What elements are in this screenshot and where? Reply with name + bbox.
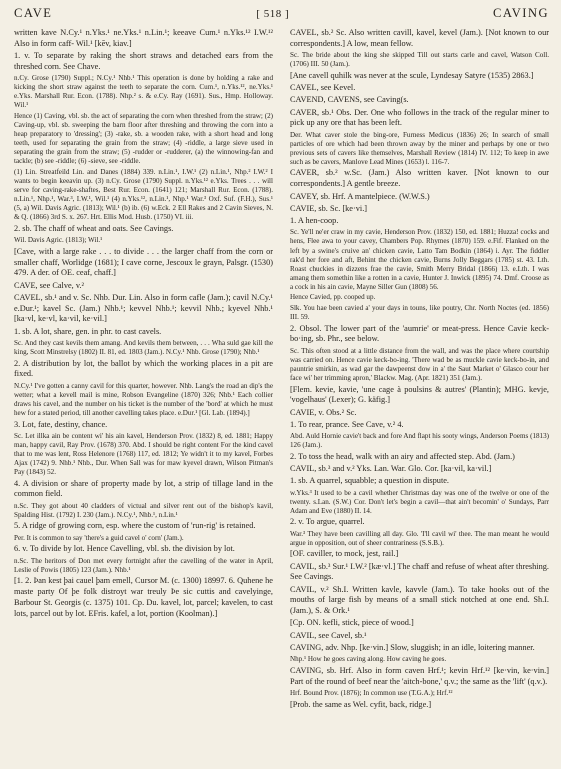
- entry-paragraph: CAVIL, see Cavel, sb.¹: [290, 630, 367, 640]
- entry-paragraph: w.Yks.³ It used to be a cavil whether Christmas day was one of the twelve or one of the twenty. s.Lan. (S.W.) Cor. Don't let's begin a cavil—that ain't becomin' o' Sundays, Parr Adam and Eve (1880) II. 14.: [290, 488, 549, 515]
- entry-paragraph: Sc. Let illka ain be content wi' his ain kavel, Henderson Prov. (1832) 8, ed. 1881; Happy man, happy cavil, Ray Prov. (1678) 370. Abd. I should be right content For the kind cavel that to me was lent, Ross Helenore (1768) 117, ed. 1812; Ye widn't it to my kavel, Forbes Ajax (1742) 9. Nhb.¹ Nhb., Dur. When Sall was for maw kyevel drawn, Wilson Pitman's Pay (1843) 52.: [14, 431, 273, 477]
- entry-paragraph: N.Cy.¹ I've gotten a canny cavil for this quarter, however. Nhb. Lang's the road an dip's the wetter; what a kevell mail is mine, Robson Evangeline (1870) 326; Nhb.¹ Each collier draws his cavel, and the number on his ticket is the number of the 'bord' at which he must hew for a stated period, till another cavelling takes place. e.Dur.¹ [Gl. Lab. (1894).]: [14, 381, 273, 417]
- entry-paragraph: CAVING, sb. Hrf. Also in form caven Hrf.¹; kevin Hrf.¹² [ke·vin, ke·vin.] Part of the round of beef near the 'aitch-bone,' q.v.; the same as the 'lift' (q.v.).: [290, 665, 549, 686]
- entry-paragraph: Sc. And they cast kevils them amang. And kevils them between, . . . Wha suld gae kill the king, Scott Minstrelsy (1802) II. 81, ed. 1803 (Jam.). N.Cy.¹ Nhb. Grose (1790); Nhb.¹: [14, 338, 273, 357]
- entry-paragraph: [Cp. ON. kefli, stick, piece of wood.]: [290, 618, 414, 628]
- entry-paragraph: Per. It is common to say 'there's a guid cavel o' corn' (Jam.).: [14, 533, 184, 542]
- entry-paragraph: CAVEL, sb.² Sc. Also written cavill, kavel, kevel (Jam.). [Not known to our correspondents.] A low, mean fellow.: [290, 28, 549, 48]
- entry-paragraph: Sc. This often stood at a little distance from the wall, and was the place where courtship was carried on. Hence cavie keck-bo-ing. 'There wad be as muckle cavie keck-bo-in, and pauntrie smirkin, as wad gar the dawpeenst dow in a' the Saut Market o' Glasco cour her face wi' her trimming apron,' Blackw. Mag. (Apr. 1821) 351 (Jam.).: [290, 346, 549, 382]
- entry-paragraph: 1. To rear, prance. See Cave, v.² 4.: [290, 419, 404, 429]
- entry-paragraph: CAVEND, CAVENS, see Caving(s.: [290, 95, 409, 105]
- entry-paragraph: CAVIL, sb.³ Sur.¹ I.W.² [kæ·vl.] The chaff and refuse of wheat after threshing. See Cavings.: [290, 561, 549, 582]
- columns: [14, 28, 549, 763]
- entry-paragraph: n.Sc. The heritors of Don met every fortnight after the cavelling of the water in April, Leslie of Powis (1805) 123 (Jam.). Nhb.¹: [14, 556, 273, 574]
- entry-paragraph: Hence Cavied, pp. cooped up.: [290, 293, 376, 302]
- entry-paragraph: CAVIE, v. Obs.² Sc.: [290, 407, 357, 417]
- entry-paragraph: [Cave, with a large rake . . . to divide . . . the larger chaff from the corn or smaller chaff, Worlidge (1681); I cave corne, Jescoux le grayn, Palsgr. (1530) 479. A der. of OE. ceaf, chaff.]: [14, 246, 273, 278]
- entry-paragraph: Abd. Auld Hornie cavie't back and fore And flapt his sooty wings, Anderson Poems (1813) 126 (Jam.).: [290, 432, 549, 450]
- entry-paragraph: Sc. Ye'll ne'er craw in my cavie, Henderson Prov. (1832) 150, ed. 1881; Huzza! cocks and hens, Flee awa to your cavey, Chambers Pop. Rhymes (1870) 159. e.Fif. Flanked on the left by a swine's cruive an' chicken cavie, Latto Tam Bodkin (1864) i. Ayr. The fiddler rak'd her fore and aft, Behint the chicken cavie, Burns Jolly Beggars (1785) st. 43. Lth. Roast chuckies in dizzens frae the cavie, Smith Merry Bridal (1866) 13. e.Lth. I was amang them somethin like a rotten in a cavie, Hunter J. Inwick (1895) 74. Dmf. Croose as a cock in his ain cavie, Mayne Siller Gun (1808) 56.: [290, 228, 549, 291]
- entry-paragraph: 1. sb. A quarrel, squabble; a question in dispute.: [290, 476, 450, 486]
- entry-paragraph: 1. sb. A lot, share, gen. in phr. to cast cavels.: [14, 326, 162, 336]
- entry-paragraph: CAVER, sb.¹ Obs. Der. One who follows in the track of the regular miner to pick up any ore that has been left.: [290, 107, 549, 128]
- entry-paragraph: n.Cy. Grose (1790) Suppl.; N.Cy.¹ Nhb.¹ This operation is done by holding a rake and kicking the short straw against the teeth to separate the corn. Cum.¹, n.Yks.¹², ne.Yks.¹ e.Yks. Marshall Rur. Econ. (1788). Nhp.² s. & e.Cy. Ray (1691). Sus., Hmp. Holloway. Wil.¹: [14, 74, 273, 110]
- entry-paragraph: 2. A distribution by lot, the ballot by which the working places in a pit are fixed.: [14, 358, 273, 379]
- entry-paragraph: n.Sc. They got about 40 cladders of victual and silver rent out of the bishop's kavil, Spalding Hist. (1792) I. 230 (Jam.). N.Cy.¹, Nhb.¹, n.Lin.¹: [14, 501, 273, 519]
- entry-paragraph: [Flem. kevie, kavie, 'une cage à poulsins & autres' (Plantin); MHG. kevje, 'vogelhaus' (Lexer); G. käfig.]: [290, 384, 549, 405]
- entry-paragraph: 2. v. To argue, quarrel.: [290, 517, 365, 527]
- entry-paragraph: 1. v. To separate by raking the short straws and detached ears from the threshed corn. See Chave.: [14, 51, 273, 71]
- entry-paragraph: CAVER, sb.² w.Sc. (Jam.) Also written kaver. [Not known to our correspondents.] A gentle breeze.: [290, 168, 549, 189]
- entry-paragraph: Sc. The bride about the king she skipped Till out starts carle and cavel, Watson Coll. (1706) III. 50 (Jam.).: [290, 51, 549, 69]
- entry-paragraph: CAVIL, sb.³ and v.² Yks. Lan. War. Glo. Cor. [ka·vil, ka·vil.]: [290, 464, 492, 474]
- entry-paragraph: Wil. Davis Agric. (1813); Wil.¹: [14, 236, 103, 245]
- entry-paragraph: CAVEL, see Kevel.: [290, 83, 356, 92]
- entry-paragraph: 3. Lot, fate, destiny, chance.: [14, 419, 108, 429]
- entry-paragraph: [Prob. the same as Wel. cyfit, back, ridge.]: [290, 699, 432, 709]
- entry-paragraph: Hence (1) Caving, vbl. sb. the act of separating the corn when threshed from the straw; (2) Caving-up, vbl. sb. sweeping the barn floor after threshing and throwing the corn into a heap preparatory to 'dressing'; (3) -rake, sb. a wooden rake, with a short head and long teeth, used for separating the grain from the straw; (4) -riddle, a large sieve used in separating the grain from the straw; (5) -rudder or -rudderer, (a) the winnowing-fan and tackle; (b) see -riddle; (6) -sieve, see -riddle.: [14, 111, 273, 166]
- entry-paragraph: [OF. caviller, to mock, jest, rail.]: [290, 549, 399, 559]
- entry-paragraph: CAVIE, sb. Sc. [ke·vi.]: [290, 203, 368, 213]
- entry-paragraph: CAVEY, sb. Hrf. A mantelpiece. (W.W.S.): [290, 191, 430, 201]
- entry-paragraph: CAVE, see Calve, v.²: [14, 280, 85, 290]
- entry-paragraph: 4. A division or share of property made by lot, a strip of tillage land in the common field.: [14, 478, 273, 499]
- entry-paragraph: 1. A hen-coop.: [290, 216, 339, 226]
- header-left-word: CAVE: [14, 6, 53, 20]
- entry-paragraph: 5. A ridge of growing corn, esp. where the custom of 'run-rig' is retained.: [14, 521, 256, 531]
- page-number: [ 518 ]: [256, 8, 290, 20]
- entry-paragraph: CAVIL, v.² Sh.I. Written kavle, kavvle (Jam.). To take hooks out of the mouths of large fish by means of a small stick notched at one end. Sh.I. (Jam.), S. & Ork.¹: [290, 584, 549, 616]
- left-column: [14, 28, 273, 763]
- entry-paragraph: CAVEL, sb.¹ and v. Sc. Nhb. Dur. Lin. Also in form cafle (Jam.); cavil N.Cy.¹ e.Dur.¹; kavel Sc. (Jam.) Nhb.¹; kevvel Nhb.¹; kevvil Nhb.; kyevel Nhb.¹ [ka·vl, ke·vl, ka·vil, ke·vil.]: [14, 292, 273, 324]
- entry-paragraph: 2. To toss the head, walk with an airy and affected step. Abd. (Jam.): [290, 451, 515, 461]
- entry-paragraph: (1) Lin. Streatfeild Lin. and Danes (1884) 339. n.Lin.¹, I.W.¹ (2) n.Lin.¹, Nhp.² I.W.² I wants to begin keeavin up. (3) n.Cy. Grose (1790) Suppl. n.Yks.¹² e.Yks. Trees . . . will serve for caving-rake-shaftes, Best Rur. Econ. (1641) 121; Marshall Rur. Econ. (1788). n.Lin.¹, Nhp.¹, War.³, I.W.¹, Wil.¹ (4) n.Yks.¹², n.Lin.¹, Nhp.¹ War.³ Oxf. Suf. (F.H.), Sus.¹ (5, a) Wil. Davis Agric. (1813); Wil.¹ (b) ib. (6) w.Eck. 2 Ell Rakes and 2 Cavin Sieves, N. & Q. (1866) 3rd S. x. 267. Hrt. Ellis Mod. Husb. (1750) VI. iii.: [14, 167, 273, 222]
- page-header: [14, 6, 549, 28]
- entry-paragraph: War.³ They have been cavilling all day. Glo. 'I'll cavil wi' thee. The man meant he would argue in opposition, out of sheer contrariness (S.S.B.).: [290, 529, 549, 547]
- entry-paragraph: [1. 2. Þan kest þai cauel þam emell, Cursor M. (c. 1300) 18997. 6. Quhene he maste party Of þe folk distroyt war treuly Þe sic cuttis and cavelyinge, Barbour St. Georgis (c. 1375) 101. Cp. Du. kavel, lot, parcel; kavelen, to cast lots, parcel out by lot. EFris. kafel, a lot, portion (Koolman).]: [14, 576, 273, 618]
- entry-paragraph: Der. What caver stole the bing-ore, Furness Medicus (1836) 26; In search of small particles of ore which had been thrown away by the miner and perhaps by one or two previous sets of cavers like themselves, Marshall Review (1814) IV. 112; To keep in awe such as be cavers, Manlove Lead Mines (1653) l. 116-7.: [290, 130, 549, 166]
- entry-paragraph: [Ane cavell quhilk was never at the scule, Lyndesay Satyre (1535) 2863.]: [290, 70, 534, 80]
- entry-paragraph: Nhp.¹ How he goes caving along. How caving he goes.: [290, 655, 447, 664]
- entry-paragraph: 6. v. To divide by lot. Hence Cavelling, vbl. sb. the division by lot.: [14, 544, 235, 554]
- entry-paragraph: CAVING, adv. Nhp. [ke·vin.] Slow, sluggish; in an idle, loitering manner.: [290, 643, 535, 653]
- right-column: [290, 28, 549, 763]
- entry-paragraph: 2. Obsol. The lower part of the 'aumrie' or meat-press. Hence Cavie keck-bo·ing, sb. Phr., see below.: [290, 323, 549, 344]
- entry-paragraph: 2. sb. The chaff of wheat and oats. See Cavings.: [14, 223, 174, 233]
- entry-paragraph: Hrf. Bound Prov. (1876); In common use (T.G.A.); Hrf.¹²: [290, 688, 453, 697]
- entry-paragraph: Slk. You hae been cavied a' your days in touns, like poutry, Chr. North Noctes (ed. 1856) III. 59.: [290, 303, 549, 322]
- entry-paragraph: written kave N.Cy.¹ n.Yks.¹ ne.Yks.¹ n.Lin.¹; keeave Cum.¹ n.Yks.¹² I.W.¹² Also in form caff- Wil.¹ [kēv, kiav.]: [14, 28, 273, 48]
- header-right-word: CAVING: [493, 6, 549, 20]
